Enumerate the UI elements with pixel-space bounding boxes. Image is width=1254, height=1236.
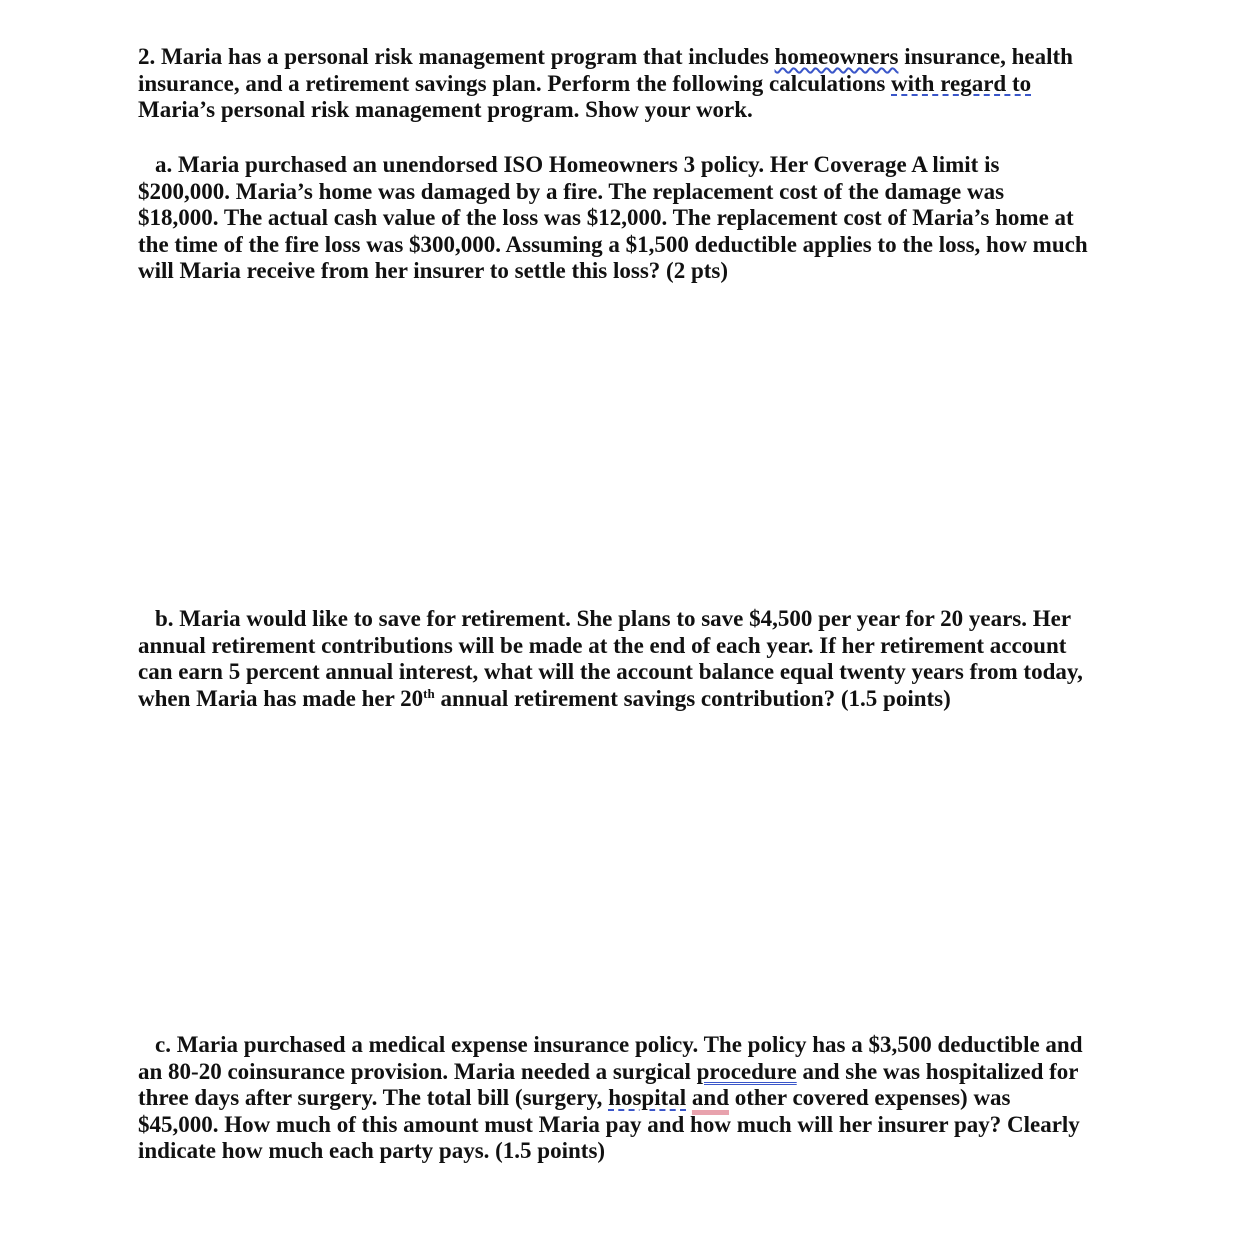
part-c-line-2 — [138, 1059, 1123, 1086]
part-c — [138, 1032, 1123, 1165]
intro-text: insurance, health — [898, 44, 1073, 69]
question-intro — [138, 44, 1123, 124]
part-b-line-2: annual retirement contributions will be made at the end of each year. If her retirement account — [138, 632, 1067, 658]
grammar-flag-and[interactable]: and — [691, 1085, 730, 1110]
grammar-flag-hospital[interactable]: hospital — [608, 1085, 687, 1110]
part-c-text: three days after surgery. The total bill (surgery, — [138, 1085, 609, 1110]
part-a-line-1: a. Maria purchased an unendorsed ISO Homeowners 3 policy. Her Coverage A limit is — [155, 152, 1000, 177]
grammar-flag-with-regard-to[interactable]: with regard to — [891, 70, 1032, 96]
part-c-line-5: indicate how much each party pays. (1.5 points) — [138, 1138, 606, 1163]
intro-line-3: Maria’s personal risk management program. Show your work. — [138, 97, 753, 122]
intro-text: 2. Maria has a personal risk management program that includes — [138, 44, 775, 69]
grammar-flag-procedure[interactable]: procedure — [696, 1058, 797, 1084]
part-b-line-1: b. Maria would like to save for retirement. She plans to save $4,500 per year for 20 years. Her — [155, 606, 1072, 631]
part-a-line-5: will Maria receive from her insurer to settle this loss? (2 pts) — [138, 258, 729, 283]
part-c-text: an 80-20 coinsurance provision. Maria needed a surgical — [138, 1058, 697, 1084]
part-c-line-3 — [138, 1085, 1123, 1112]
ordinal-suffix: th — [423, 685, 435, 701]
intro-text: insurance, and a retirement savings plan. Perform the following calculations — [138, 70, 892, 96]
part-b-line-4 — [138, 686, 1123, 713]
part-a — [138, 152, 1123, 285]
part-b-line-3: can earn 5 percent annual interest, what will the account balance equal twenty years from today, — [138, 659, 1083, 684]
part-c-line-1: c. Maria purchased a medical expense insurance policy. The policy has a $3,500 deductible and — [155, 1032, 1083, 1057]
intro-line-2 — [138, 71, 1123, 98]
part-b-text: annual retirement savings contribution? (1.5 points) — [434, 685, 951, 711]
part-a-line-3: $18,000. The actual cash value of the loss was $12,000. The replacement cost of Maria’s home at — [138, 205, 1074, 230]
grammar-flag-homeowners[interactable]: homeowners — [774, 44, 899, 69]
intro-line-1 — [138, 44, 1123, 71]
part-c-text: and she was hospitalized for — [796, 1058, 1079, 1084]
part-b-text: when Maria has made her 20 — [138, 685, 424, 711]
part-c-line-4: $45,000. How much of this amount must Maria pay and how much will her insurer pay? Clearly — [138, 1111, 1080, 1137]
part-b — [138, 606, 1123, 712]
part-c-text: other covered expenses) was — [729, 1085, 1011, 1110]
part-a-line-2: $200,000. Maria’s home was damaged by a fire. The replacement cost of the damage was — [138, 178, 1005, 204]
part-a-line-4: the time of the fire loss was $300,000. Assuming a $1,500 deductible applies to the loss, how much — [138, 231, 1088, 257]
